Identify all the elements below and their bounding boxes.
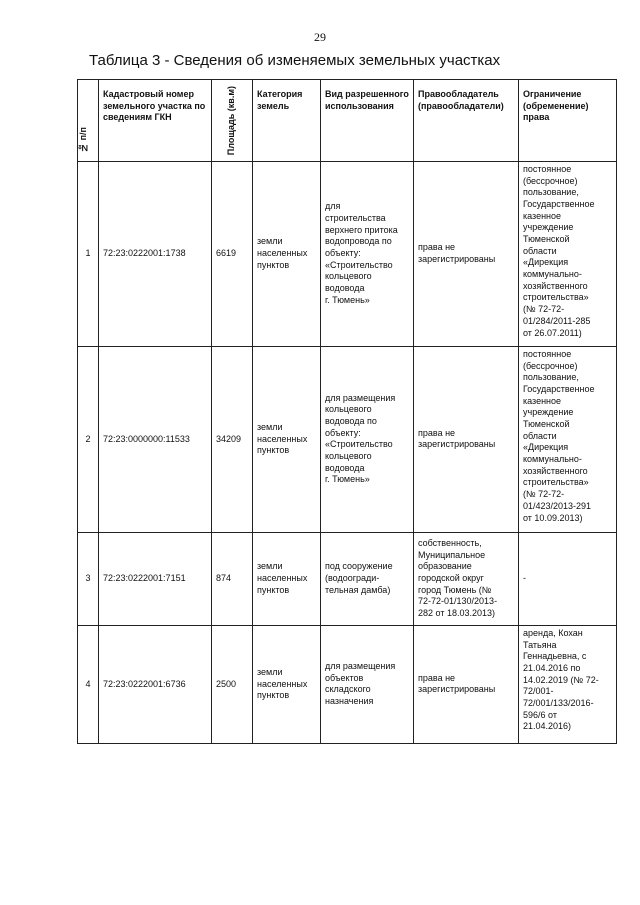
header-cadastral: Кадастровый номер земельного участка по сведениям ГКН: [99, 80, 212, 162]
header-restriction: Ограничение (обременение) права: [519, 80, 617, 162]
row-area: 34209: [212, 346, 253, 532]
row-restriction: аренда, Кохан Татьяна Геннадьевна, с 21.04.2016 по 14.02.2019 (№ 72- 72/001- 72/001/133/2016- 596/6 от 21.04.2016): [519, 625, 617, 743]
row-holder: права не зарегистрированы: [414, 625, 519, 743]
row-restriction: -: [519, 532, 617, 625]
row-restriction: постоянное (бессрочное) пользование, Государственное казенное учреждение Тюменской области «Дирекция коммунально- хозяйственного строительства» (№ 72-72- 01/284/2011-285 от 26.07.2011): [519, 161, 617, 346]
row-category: земли населенных пунктов: [253, 532, 321, 625]
row-category: земли населенных пунктов: [253, 346, 321, 532]
header-holder: Правообладатель (правообладатели): [414, 80, 519, 162]
row-use: для строительства верхнего притока водопровода по объекту: «Строительство кольцевого водовода г. Тюмень»: [321, 161, 414, 346]
row-area: 874: [212, 532, 253, 625]
row-holder: права не зарегистрированы: [414, 346, 519, 532]
header-use: Вид разрешенного использования: [321, 80, 414, 162]
row-use: для размещения объектов складского назначения: [321, 625, 414, 743]
row-holder: собственность, Муниципальное образование городской округ город Тюмень (№ 72-72-01/130/2013- 282 от 18.03.2013): [414, 532, 519, 625]
row-cadastral: 72:23:0000000:11533: [99, 346, 212, 532]
row-num: 4: [78, 625, 99, 743]
row-holder: права не зарегистрированы: [414, 161, 519, 346]
land-plots-table: [77, 79, 617, 744]
header-area: Площадь (кв.м): [212, 80, 253, 162]
header-num: № п/п: [78, 80, 99, 162]
table-row: [78, 346, 617, 532]
row-area: 2500: [212, 625, 253, 743]
row-use: под сооружение (водоогради- тельная дамба): [321, 532, 414, 625]
row-cadastral: 72:23:0222001:1738: [99, 161, 212, 346]
row-num: 2: [78, 346, 99, 532]
page-number: 29: [314, 30, 326, 44]
row-use: для размещения кольцевого водовода по объекту: «Строительство кольцевого водовода г. Тюмень»: [321, 346, 414, 532]
header-category: Категория земель: [253, 80, 321, 162]
row-area: 6619: [212, 161, 253, 346]
row-category: земли населенных пунктов: [253, 625, 321, 743]
row-cadastral: 72:23:0222001:6736: [99, 625, 212, 743]
row-category: земли населенных пунктов: [253, 161, 321, 346]
row-restriction: постоянное (бессрочное) пользование, Государственное казенное учреждение Тюменской области «Дирекция коммунально- хозяйственного строительства» (№ 72-72- 01/423/2013-291 от 10.09.2013): [519, 346, 617, 532]
table-title: Таблица 3 - Сведения об изменяемых земельных участках: [89, 52, 501, 69]
row-num: 1: [78, 161, 99, 346]
table-row: [78, 532, 617, 625]
row-cadastral: 72:23:0222001:7151: [99, 532, 212, 625]
row-num: 3: [78, 532, 99, 625]
table-row: [78, 161, 617, 346]
table-header-row: [78, 80, 617, 162]
table-row: [78, 625, 617, 743]
